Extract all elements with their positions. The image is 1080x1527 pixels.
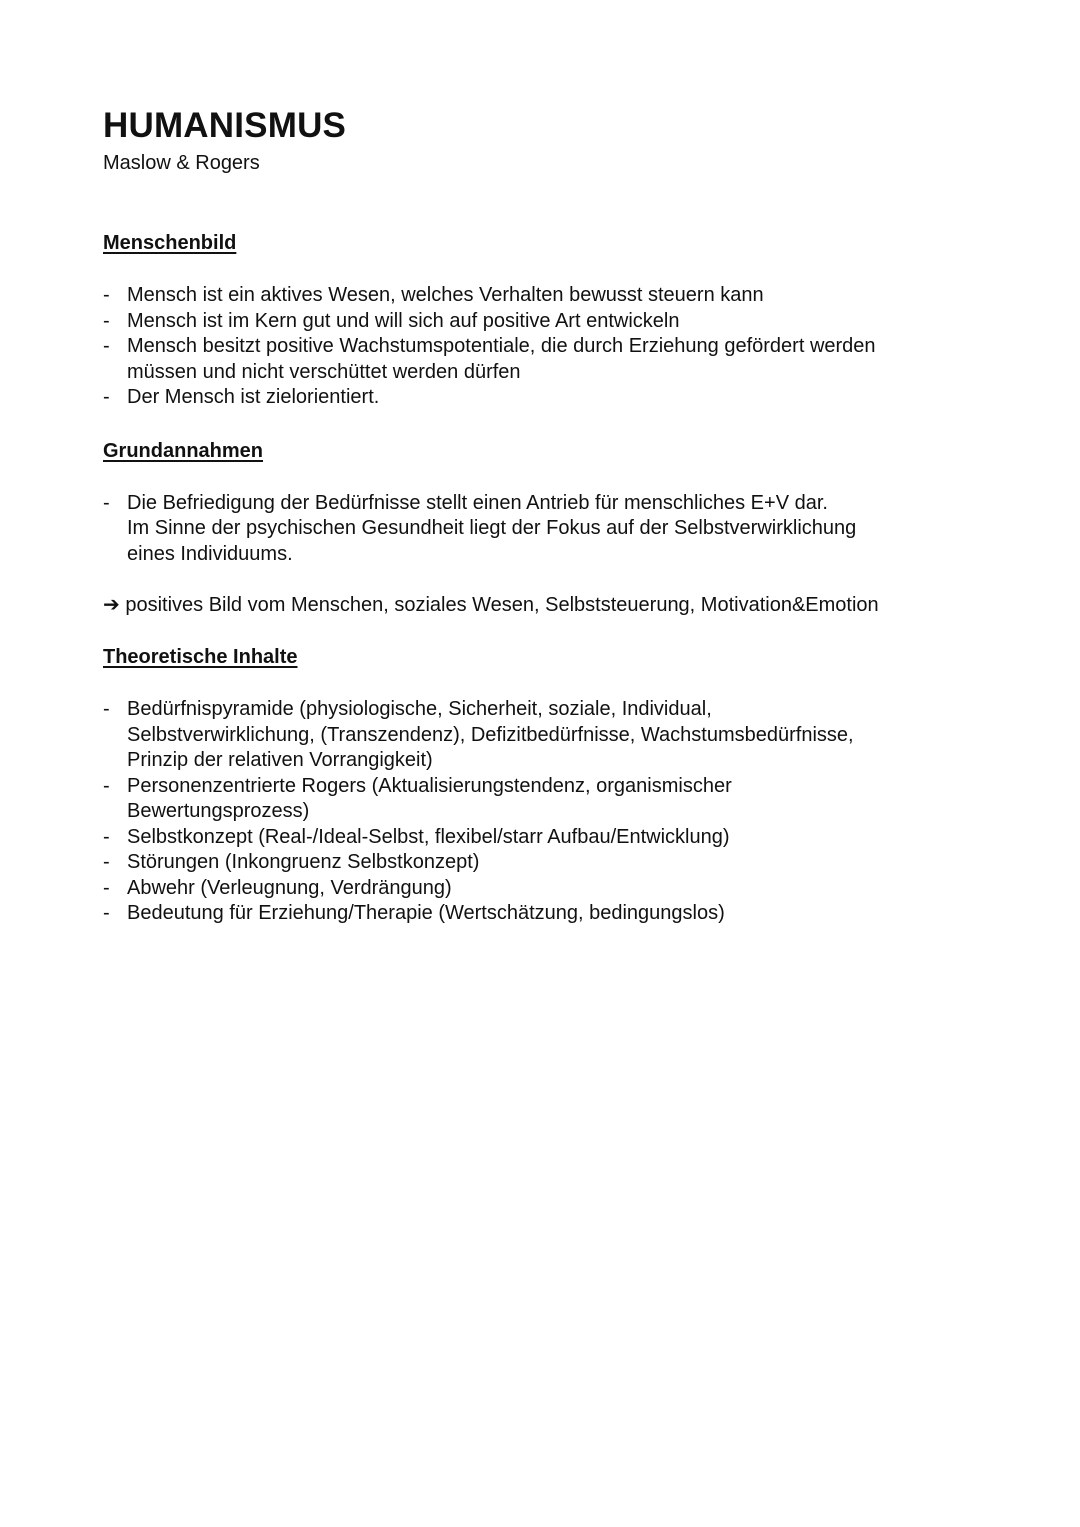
bullet-dash-icon: -: [103, 876, 110, 899]
list-item: [103, 334, 983, 385]
arrow-icon: ➔: [103, 594, 120, 616]
list-grundannahmen: [103, 491, 983, 568]
list-item-line: Mensch ist ein aktives Wesen, welches Verhalten bewusst steuern kann: [127, 284, 764, 306]
bullet-dash-icon: -: [103, 284, 110, 306]
list-item: [103, 850, 983, 876]
list-item-line: Personenzentrierte Rogers (Aktualisierungstendenz, organismischer: [127, 774, 732, 797]
list-item: [103, 309, 983, 335]
list-item: [103, 876, 983, 902]
list-item-line: Die Befriedigung der Bedürfnisse stellt einen Antrieb für menschliches E+V dar.: [127, 491, 828, 514]
summary-line: [103, 592, 983, 618]
list-theoretische-inhalte: [103, 697, 983, 927]
document-title: HUMANISMUS: [103, 106, 347, 145]
list-item-line: Störungen (Inkongruenz Selbstkonzept): [127, 851, 480, 873]
document-page: [103, 106, 983, 927]
list-item-line: Im Sinne der psychischen Gesundheit liegt der Fokus auf der Selbstverwirklichung: [127, 517, 857, 539]
bullet-dash-icon: -: [103, 851, 110, 873]
list-item: [103, 697, 983, 774]
section-heading-menschenbild: Menschenbild: [103, 232, 237, 254]
list-item-line: Selbstkonzept (Real-/Ideal-Selbst, flexibel/starr Aufbau/Entwicklung): [127, 825, 730, 848]
list-item-line: Selbstverwirklichung, (Transzendenz), Defizitbedürfnisse, Wachstumsbedürfnisse,: [127, 723, 854, 746]
list-item-line: Prinzip der relativen Vorrangigkeit): [127, 749, 433, 771]
list-item-line: müssen und nicht verschüttet werden dürfen: [127, 360, 521, 383]
bullet-dash-icon: -: [103, 309, 110, 332]
list-item-line: Abwehr (Verleugnung, Verdrängung): [127, 876, 452, 899]
section-heading-grundannahmen: Grundannahmen: [103, 439, 264, 462]
document-subtitle: Maslow & Rogers: [103, 152, 260, 174]
list-item-line: Bedeutung für Erziehung/Therapie (Wertschätzung, bedingungslos): [127, 902, 725, 924]
section-heading-theoretische-inhalte: Theoretische Inhalte: [103, 646, 298, 668]
list-item-line: Mensch ist im Kern gut und will sich auf positive Art entwickeln: [127, 309, 680, 332]
list-item-line: eines Individuums.: [127, 542, 293, 565]
list-item: [103, 491, 983, 568]
list-menschenbild: [103, 283, 983, 411]
list-item-line: Bedürfnispyramide (physiologische, Sicherheit, soziale, Individual,: [127, 698, 712, 720]
list-item: [103, 283, 983, 309]
bullet-dash-icon: -: [103, 774, 110, 797]
list-item: [103, 901, 983, 927]
bullet-dash-icon: -: [103, 386, 110, 408]
list-item: [103, 825, 983, 851]
list-item: [103, 774, 983, 825]
list-item-line: Mensch besitzt positive Wachstumspotentiale, die durch Erziehung gefördert werden: [127, 335, 876, 357]
bullet-dash-icon: -: [103, 825, 110, 848]
summary-text: positives Bild vom Menschen, soziales Wesen, Selbststeuerung, Motivation&Emotion: [125, 594, 879, 616]
bullet-dash-icon: -: [103, 902, 110, 924]
bullet-dash-icon: -: [103, 335, 110, 357]
bullet-dash-icon: -: [103, 491, 110, 514]
list-item: [103, 385, 983, 411]
list-item-line: Der Mensch ist zielorientiert.: [127, 386, 380, 408]
bullet-dash-icon: -: [103, 698, 110, 720]
list-item-line: Bewertungsprozess): [127, 800, 310, 822]
